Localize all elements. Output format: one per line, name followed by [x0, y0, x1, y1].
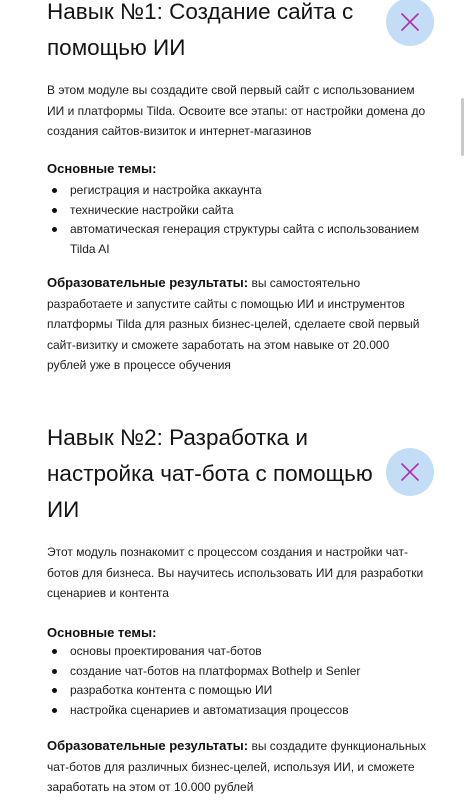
- module-description: В этом модуле вы создадите свой первый сайт с использованием ИИ и платформы Tilda. Освоите все этапы: от настройки домена до создания сайтов-визиток и интернет-магазинов: [47, 83, 426, 138]
- list-item: [47, 220, 427, 259]
- close-icon: [400, 462, 420, 482]
- bullet-icon: [52, 708, 57, 713]
- module-title: Навык №1: Создание сайта с помощью ИИ: [47, 0, 354, 60]
- topic-text: разработка контента с помощью ИИ: [70, 683, 273, 697]
- outcomes-text: вы самостоятельно разработаете и запустите сайты с помощью ИИ и инструментов платформы Tilda для разных бизнес-целей, сделаете свой первый сайт-визитку и сможете заработать на этом навыке от 20.000 рублей уже в процессе обучения: [47, 276, 420, 372]
- scrollbar-thumb[interactable]: [461, 98, 464, 156]
- topic-text: регистрация и настройка аккаунта: [70, 183, 262, 197]
- topic-text: настройка сценариев и автоматизация процессов: [70, 702, 349, 717]
- topics-heading: Основные темы:: [47, 161, 157, 176]
- list-item: [47, 181, 427, 201]
- list-item: [47, 681, 427, 701]
- topic-text: автоматическая генерация структуры сайта с использованием Tilda AI: [70, 222, 420, 256]
- bullet-icon: [52, 208, 57, 213]
- topics-heading: Основные темы:: [47, 625, 157, 640]
- bullet-icon: [52, 669, 57, 674]
- topic-text: технические настройки сайта: [70, 202, 234, 217]
- list-item: [47, 701, 427, 721]
- outcomes-label: Образовательные результаты:: [47, 738, 249, 753]
- learning-outcomes: [47, 736, 427, 798]
- list-item: [47, 662, 427, 682]
- list-item: [47, 201, 427, 221]
- outcomes-label: Образовательные результаты:: [47, 275, 249, 290]
- bullet-icon: [52, 188, 57, 193]
- list-item: [47, 642, 427, 662]
- bullet-icon: [52, 649, 57, 654]
- topics-list: [47, 181, 427, 259]
- bullet-icon: [52, 688, 57, 693]
- close-button[interactable]: [386, 0, 434, 46]
- bullet-icon: [52, 227, 57, 232]
- close-button[interactable]: [386, 448, 434, 496]
- learning-outcomes: [47, 273, 427, 376]
- topic-text: создание чат-ботов на платформах Bothelp и Senler: [70, 663, 361, 678]
- outcomes-text: вы создадите функциональных чат-ботов для различных бизнес-целей, используя ИИ, и сможете заработать на этом от 10.000 рублей: [47, 739, 427, 794]
- topics-list: [47, 642, 427, 720]
- module-description: Этот модуль познакомит с процессом создания и настройки чат-ботов для бизнеса. Вы научитесь использовать ИИ для разработки сценариев и контента: [47, 545, 424, 600]
- close-icon: [400, 12, 420, 32]
- module-title: Навык №2: Разработка и настройка чат-бота с помощью ИИ: [47, 425, 373, 522]
- topic-text: основы проектирования чат-ботов: [70, 644, 262, 658]
